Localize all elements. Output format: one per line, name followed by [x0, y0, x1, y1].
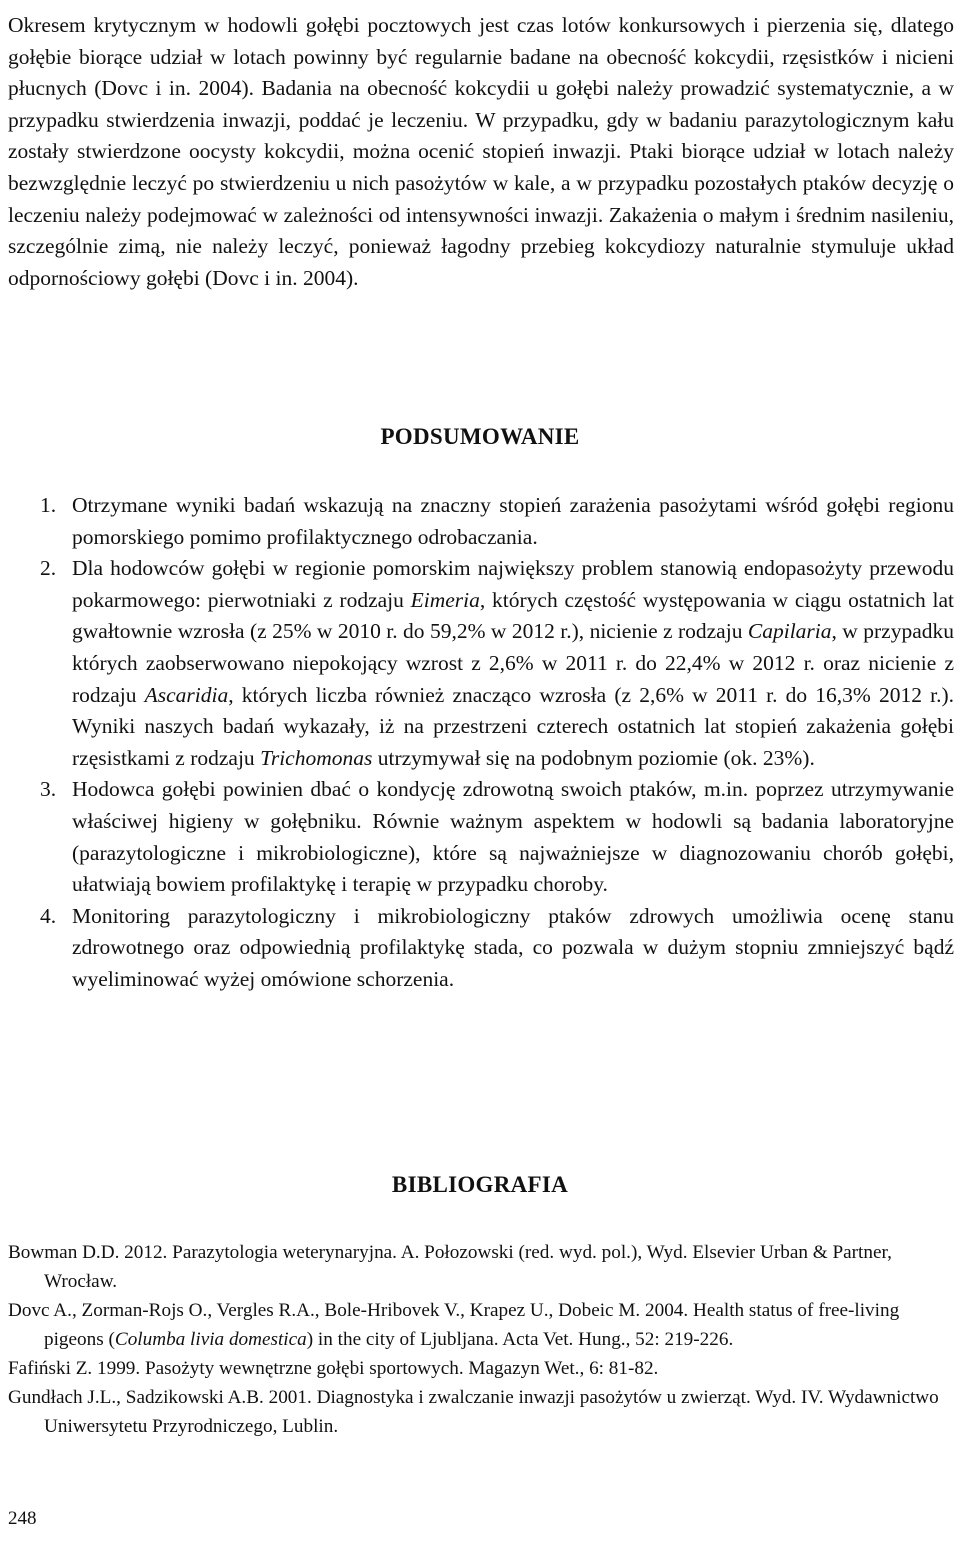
text-run: Fafiński Z. 1999. Pasożyty wewnętrzne gołębi sportowych. Magazyn Wet., 6: 81-82. — [8, 1358, 659, 1379]
text-run: ) in the city of Ljubljana. Acta Vet. Hung., 52: 219-226. — [306, 1329, 734, 1350]
text-run: Dovc A., Zorman-Rojs O., Vergles R.A., Bole-Hribovek V., Krapez U., Dobeic M. 2004. Health status of free-living pigeons ( — [8, 1300, 900, 1350]
text-run: Otrzymane wyniki badań wskazują na znaczny stopień zarażenia pasożytami wśród gołębi regionu pomorskiego pomimo profilaktycznego odrobaczania. — [72, 493, 954, 549]
italic-text: Trichomonas — [260, 745, 373, 770]
text-run: utrzymywał się na podobnym poziomie (ok. 23%). — [372, 745, 815, 770]
italic-text: Eimeria — [410, 587, 480, 612]
intro-paragraph: Okresem krytycznym w hodowli gołębi pocztowych jest czas lotów konkursowych i pierzenia się, dlatego gołębie biorące udział w lotach powinny być regularnie badane na obecność kokcydii, rzęsistków i nicieni płucnych (Dovc i in. 2004). Badania na obecność kokcydii u gołębi należy prowadzić systematycznie, a w przypadku stwierdzenia inwazji, poddać je leczeniu. W przypadku, gdy w badaniu parazytologicznym kału zostały stwierdzone oocysty kokcydii, można ocenić stopień inwazji. Ptaki biorące udział w lotach należy bezwzględnie leczyć po stwierdzeniu u nich pasożytów w kale, a w przypadku pozostałych ptaków decyzję o leczeniu należy podejmować w zależności od intensywności inwazji. Zakażenia o małym i średnim nasileniu, szczególnie zimą, nie należy leczyć, ponieważ łagodny przebieg kokcydiozy naturalnie stymuluje układ odpornościowy gołębi (Dovc i in. 2004). — [8, 13, 954, 290]
bibliography-list — [8, 1238, 954, 1441]
summary-item — [40, 490, 954, 553]
reference-item — [8, 1296, 954, 1354]
text-run: Gundłach J.L., Sadzikowski A.B. 2001. Diagnostyka i zwalczanie inwazji pasożytów u zwierząt. Wyd. IV. Wydawnictwo Uniwersytetu Przyrodniczego, Lublin. — [8, 1387, 939, 1437]
summary-list — [40, 490, 954, 996]
summary-item — [40, 901, 954, 996]
summary-item-number: 4. — [40, 903, 57, 928]
reference-item — [8, 1383, 954, 1441]
text-run: Bowman D.D. 2012. Parazytologia weterynaryjna. A. Połozowski (red. wyd. pol.), Wyd. Elsevier Urban & Partner, Wrocław. — [8, 1242, 892, 1292]
summary-heading: PODSUMOWANIE — [380, 424, 580, 449]
reference-item — [8, 1354, 954, 1383]
text-run: , których częstość występowania w ciągu ostatnich lat gwałtownie wzrosła (z 25% w 2010 r. do 59,2% w 2012 r.), nicienie z rodzaju — [72, 587, 954, 644]
text-run: , których liczba również znacząco wzrosła (z 2,6% w 2011 r. do 16,3% 2012 r.). Wyniki naszych badań wykazały, iż na przestrzeni czterech ostatnich lat stopień zakażenia gołębi rzęsistkami z rodzaju — [72, 682, 954, 770]
text-run: Dla hodowców gołębi w regionie pomorskim największy problem stanowią endopasożyty przewodu pokarmowego: pierwotniaki z rodzaju — [72, 556, 954, 612]
text-run: , w przypadku których zaobserwowano niepokojący wzrost z 2,6% w 2011 r. do 22,4% w 2012 r. oraz nicienie z rodzaju — [72, 619, 954, 707]
text-run: Hodowca gołębi powinien dbać o kondycję zdrowotną swoich ptaków, m.in. poprzez utrzymywanie właściwej higieny w gołębniku. Równie ważnym aspektem w hodowli są badania laboratoryjne (parazytologiczne i mikrobiologiczne), które są najważniejsze w diagnozowaniu chorób gołębi, ułatwiają bowiem profilaktykę i terapię w przypadku choroby. — [72, 777, 954, 897]
summary-item — [40, 774, 954, 900]
italic-text: Ascaridia — [144, 682, 229, 707]
italic-text: Columba livia domestica — [114, 1329, 307, 1350]
bibliography-heading: BIBLIOGRAFIA — [391, 1172, 569, 1197]
summary-item — [40, 553, 954, 774]
summary-item-number: 2. — [40, 556, 57, 581]
summary-item-number: 1. — [40, 493, 57, 517]
italic-text: Capilaria — [747, 619, 832, 644]
reference-item — [8, 1238, 954, 1296]
summary-item-number: 3. — [40, 777, 57, 802]
text-run: Monitoring parazytologiczny i mikrobiologiczny ptaków zdrowych umożliwia ocenę stanu zdrowotnego oraz odpowiednią profilaktykę stada, co pozwala w dużym stopniu zmniejszyć bądź wyeliminować wyżej omówione schorzenia. — [72, 903, 954, 991]
page-number: 248 — [8, 1508, 37, 1529]
